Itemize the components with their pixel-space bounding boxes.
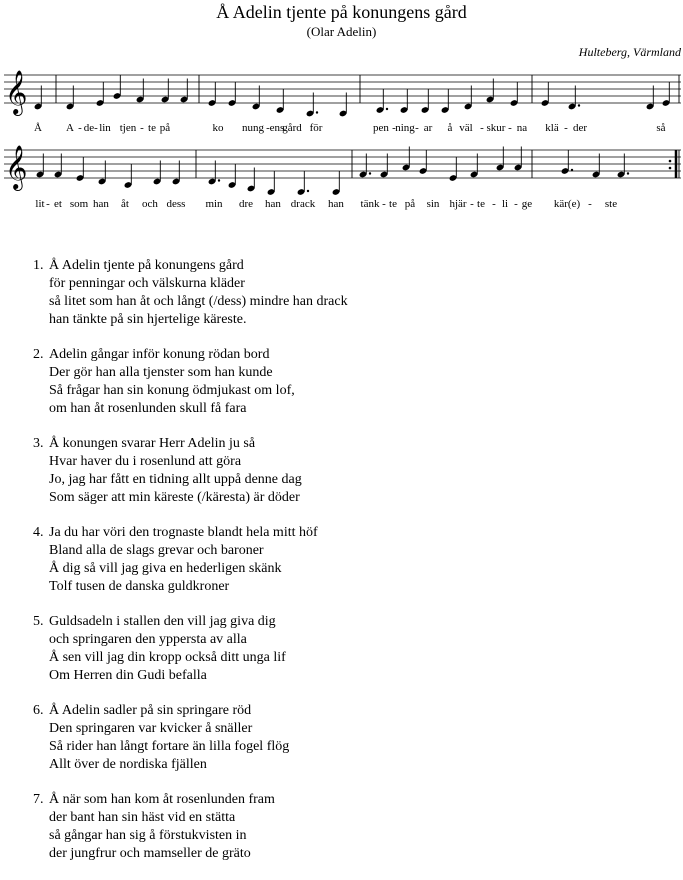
- verse-line: Den springaren var kvicker å snäller: [49, 721, 253, 736]
- lyric-syllable: -: [382, 198, 386, 210]
- verse-line: för penningar och välskurna kläder: [49, 276, 245, 291]
- note-dot: [307, 190, 309, 192]
- lyric-syllable: dess: [166, 198, 186, 210]
- verse-number: 5.: [33, 614, 44, 629]
- verse-text: [49, 613, 286, 685]
- lyric-syllable: de: [83, 122, 95, 134]
- lyric-syllable: tänk: [360, 198, 380, 210]
- lyric-syllable: -: [514, 198, 518, 210]
- lyric-syllable: -: [78, 122, 82, 134]
- lyric-syllable: ste: [604, 198, 618, 210]
- lyric-syllable: hjär: [449, 198, 467, 210]
- verse-line: om han åt rosenlunden skull få fara: [49, 401, 247, 416]
- note-dot: [218, 179, 220, 181]
- verse-4: [33, 524, 348, 596]
- verse-2: [33, 346, 348, 418]
- verse-3: [33, 435, 348, 507]
- verse-text: [49, 257, 348, 329]
- lyric-syllable: å: [447, 122, 453, 134]
- lyric-syllable: -: [564, 122, 568, 134]
- lyric-syllable: på: [404, 198, 416, 210]
- verse-line: Som säger att min käreste (/käresta) är döder: [49, 490, 300, 505]
- lyric-syllable: klä: [545, 122, 559, 134]
- verse-line: Så rider han långt fortare än lilla fogel flög: [49, 739, 290, 754]
- verse-number: 4.: [33, 525, 44, 540]
- verse-list: [33, 257, 348, 880]
- verse-number: 2.: [33, 347, 44, 362]
- lyric-syllable: nung: [242, 122, 264, 134]
- repeat-dot: [669, 167, 672, 170]
- note-dot: [627, 172, 629, 174]
- lyric-syllable: lin: [99, 122, 111, 134]
- verse-1: [33, 257, 348, 329]
- staff-system-1: [4, 70, 681, 134]
- lyric-syllable: ko: [212, 122, 224, 134]
- lyric-syllable: -: [46, 198, 50, 210]
- lyric-syllable: A: [66, 122, 74, 134]
- lyric-syllable: kär(e): [553, 198, 581, 210]
- verse-number: 3.: [33, 436, 44, 451]
- lyric-syllable: te: [477, 198, 485, 210]
- lyric-syllable: åt: [121, 198, 129, 210]
- lyric-syllable: för: [309, 122, 323, 134]
- verse-line: Å konungen svarar Herr Adelin ju så: [49, 436, 256, 451]
- staff-system-2: [4, 145, 681, 210]
- treble-clef-icon: 𝄞: [5, 70, 28, 114]
- verse-text: [49, 435, 302, 507]
- verse-line: så litet som han åt och långt (/dess) mindre han drack: [49, 294, 348, 309]
- lyric-syllable: li: [501, 198, 509, 210]
- lyric-syllable: ens: [269, 122, 285, 134]
- verse-5: [33, 613, 348, 685]
- verse-line: Om Herren din Gudi befalla: [49, 668, 207, 683]
- verse-line: så gångar han sig å förstukvisten in: [49, 828, 247, 843]
- music-score: [0, 0, 683, 230]
- lyric-syllable: han: [93, 198, 109, 210]
- note-dot: [369, 172, 371, 174]
- verse-number: 6.: [33, 703, 44, 718]
- lyric-syllable: -: [508, 122, 512, 134]
- verse-line: han tänkte på sin hjertelige käreste.: [49, 312, 247, 327]
- lyric-syllable: -: [480, 122, 484, 134]
- verse-line: der bant han sin häst vid en stätta: [49, 810, 236, 825]
- repeat-dot: [669, 160, 672, 163]
- lyric-syllable: sin: [426, 198, 440, 210]
- lyric-syllable: väl: [459, 122, 473, 134]
- lyric-syllable: -: [266, 122, 270, 134]
- lyric-syllable: drack: [290, 198, 316, 210]
- lyric-syllable: na: [516, 122, 528, 134]
- lyric-syllable: ning: [395, 122, 415, 134]
- verse-line: Hvar haver du i rosenlund att göra: [49, 454, 242, 469]
- note-dot: [571, 169, 573, 171]
- note-dot: [386, 108, 388, 110]
- verse-line: Å när som han kom åt rosenlunden fram: [49, 792, 275, 807]
- lyric-syllable: -: [392, 122, 396, 134]
- verse-text: [49, 791, 275, 863]
- verse-number: 7.: [33, 792, 44, 807]
- lyric-syllable: ar: [423, 122, 433, 134]
- lyric-syllable: -: [492, 198, 496, 210]
- verse-number: 1.: [33, 258, 44, 273]
- verse-7: [33, 791, 348, 863]
- verse-line: Å dig så vill jag giva en hederligen skänk: [49, 561, 282, 576]
- lyric-syllable: -: [140, 122, 144, 134]
- verse-text: [49, 346, 295, 418]
- lyric-syllable: så: [656, 122, 666, 134]
- lyric-syllable: -: [94, 122, 98, 134]
- lyric-syllable: skur: [486, 122, 506, 134]
- lyric-syllable: ge: [521, 198, 533, 210]
- note-dot: [578, 104, 580, 106]
- lyric-syllable: -: [588, 198, 592, 210]
- note-dot: [316, 111, 318, 113]
- verse-line: der jungfrur och mamseller de gräto: [49, 846, 251, 861]
- verse-line: och springaren den yppersta av alla: [49, 632, 247, 647]
- verse-line: Allt över de nordiska fjällen: [49, 757, 207, 772]
- verse-text: [49, 702, 289, 774]
- lyric-syllable: dre: [238, 198, 254, 210]
- lyric-syllable: som: [69, 198, 89, 210]
- lyric-syllable: och: [142, 198, 158, 210]
- verse-line: Der gör han alla tjenster som han kunde: [49, 365, 273, 380]
- verse-line: Ja du har vöri den trognaste blandt hela mitt höf: [49, 525, 318, 540]
- verse-line: Å sen vill jag din kropp också ditt unga lif: [49, 650, 286, 665]
- lyric-syllable: te: [389, 198, 397, 210]
- lyric-syllable: min: [205, 198, 223, 210]
- lyric-syllable: der: [572, 122, 588, 134]
- song-title: Å Adelin tjente på konungens gård: [216, 2, 467, 22]
- lyric-syllable: Å: [34, 122, 42, 134]
- verse-line: Å Adelin tjente på konungens gård: [49, 258, 244, 273]
- verse-line: Adelin gångar inför konung rödan bord: [49, 347, 270, 362]
- lyric-syllable: te: [148, 122, 156, 134]
- verse-line: Å Adelin sadler på sin springare röd: [49, 703, 252, 718]
- verse-line: Bland alla de slags grevar och baroner: [49, 543, 264, 558]
- lyric-syllable: han: [328, 198, 344, 210]
- verse-line: Guldsadeln i stallen den vill jag giva dig: [49, 614, 276, 629]
- lyric-syllable: han: [265, 198, 281, 210]
- lyric-syllable: på: [159, 122, 171, 134]
- lyric-syllable: gård: [282, 122, 302, 134]
- verse-line: Jo, jag har fått en tidning allt uppå denne dag: [49, 472, 302, 487]
- lyric-syllable: -: [470, 198, 474, 210]
- lyric-syllable: pen: [373, 122, 389, 134]
- lyric-syllable: et: [54, 198, 62, 210]
- treble-clef-icon: 𝄞: [5, 145, 28, 189]
- song-subtitle: (Olar Adelin): [306, 24, 377, 39]
- verse-text: [49, 524, 318, 596]
- song-origin: Hulteberg, Värmland: [578, 45, 681, 59]
- lyric-syllable: lit: [35, 198, 45, 210]
- lyric-syllable: -: [415, 122, 419, 134]
- verse-6: [33, 702, 348, 774]
- verse-line: Tolf tusen de danska guldkroner: [49, 579, 230, 594]
- lyric-syllable: tjen: [119, 122, 137, 134]
- verse-line: Så frågar han sin konung ödmjukast om lof,: [49, 383, 295, 398]
